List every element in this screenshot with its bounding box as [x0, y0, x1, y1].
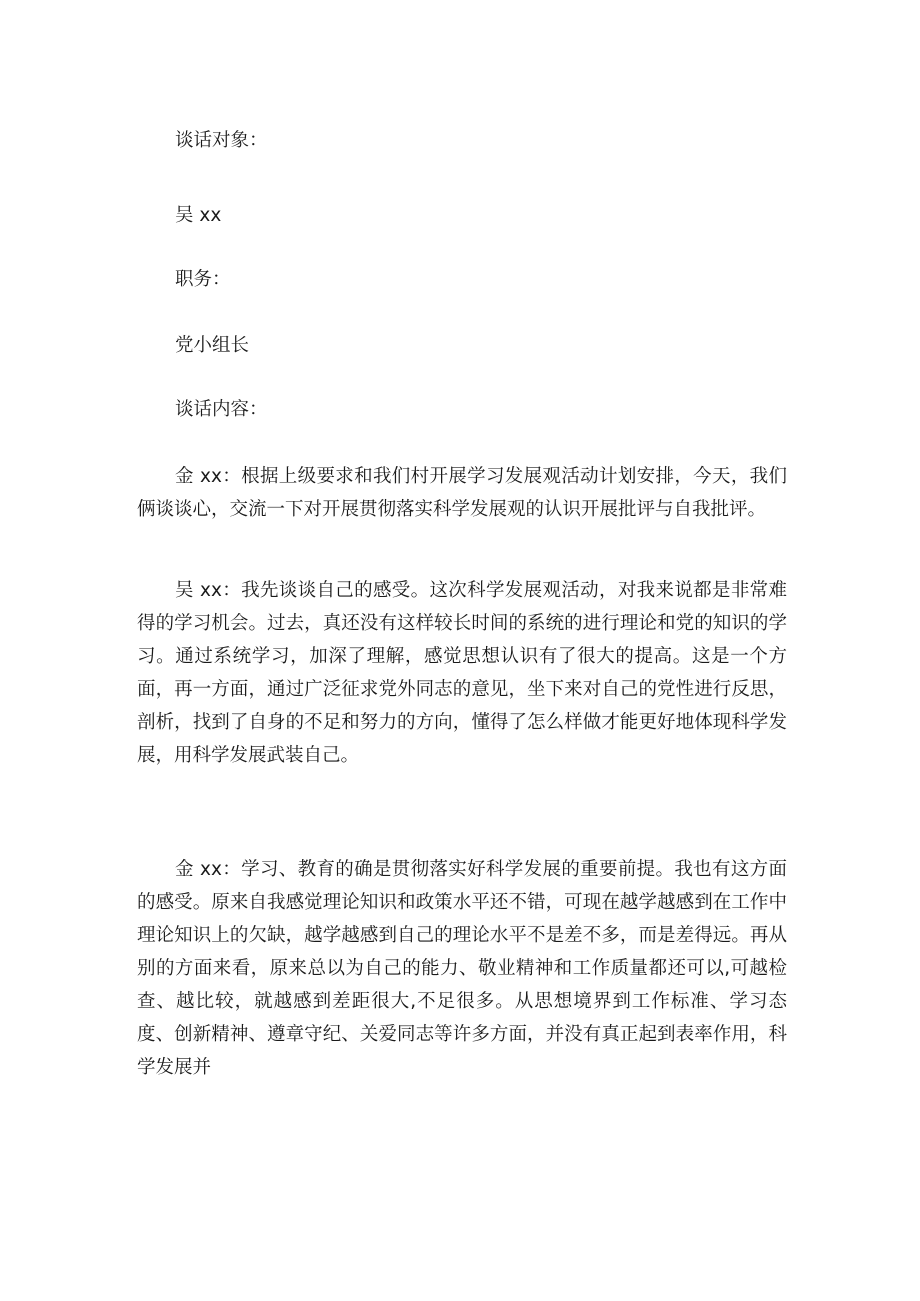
content-label: 谈话内容：: [175, 399, 268, 420]
paragraph-jin-2: 金 xx：学习、教育的确是贯彻落实好科学发展的重要前提。我也有这方面的感受。原来自我感觉理论知识和政策水平还不错，可现在越学越感到在工作中理论知识上的欠缺，越学越感到自己的理论水平不是差不多，而是差得远。再从别的方面来看，原来总以为自己的能力、敬业精神和工作质量都还可以,可越检查、越比较，就越感到差距很大,不足很多。从思想境界到工作标准、学习态度、创新精神、遵章守纪、关爱同志等许多方面，并没有真正起到表率作用，科学发展并: [137, 859, 787, 1078]
position-value: 党小组长: [175, 335, 250, 356]
subject-value: 吴 xx: [175, 205, 222, 226]
paragraph-wu-1: 吴 xx：我先谈谈自己的感受。这次科学发展观活动，对我来说都是非常难得的学习机会。过去，真还没有这样较长时间的系统的进行理论和党的知识的学习。通过系统学习，加深了理解，感觉思想认识有了很大的提高。这是一个方面，再一方面，通过广泛征求党外同志的意见，坐下来对自己的党性进行反思，剖析，找到了自身的不足和努力的方向，懂得了怎么样做才能更好地体现科学发展，用科学发展武装自己。: [137, 580, 787, 766]
paragraph-jin-1: 金 xx：根据上级要求和我们村开展学习发展观活动计划安排，今天，我们俩谈谈心，交流一下对开展贯彻落实科学发展观的认识开展批评与自我批评。: [137, 466, 787, 520]
position-label: 职务：: [175, 269, 231, 290]
subject-label: 谈话对象：: [175, 130, 268, 151]
